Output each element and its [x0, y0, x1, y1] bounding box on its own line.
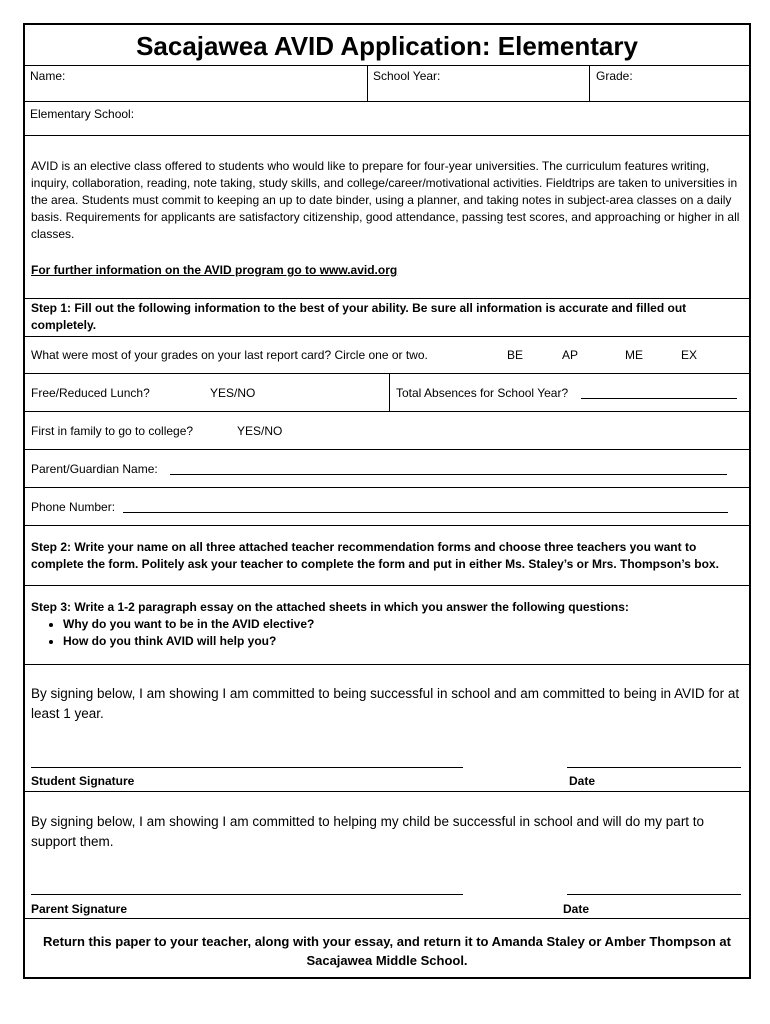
step3-question: • Why do you want to be in the AVID elective?	[63, 616, 743, 633]
phone-row	[25, 488, 749, 526]
grade-option-ap[interactable]: AP	[562, 348, 579, 362]
guardian-row	[25, 450, 749, 488]
grade-option-me[interactable]: ME	[625, 348, 643, 362]
grade-option-ex[interactable]: EX	[681, 348, 698, 362]
grades-question-row	[25, 337, 749, 374]
school-year-label: School Year:	[373, 69, 441, 83]
phone-line[interactable]	[123, 512, 728, 513]
grade-field[interactable]	[590, 66, 749, 101]
phone-label: Phone Number:	[31, 500, 116, 514]
student-signature-label: Student Signature	[31, 774, 135, 788]
student-date-line[interactable]	[567, 767, 741, 768]
student-statement: By signing below, I am showing I am committed to being successful in school and am committed to being in AVID for at least 1 year.	[31, 686, 740, 721]
grades-question: What were most of your grades on your last report card? Circle one or two.	[31, 348, 428, 362]
grade-option-be[interactable]: BE	[507, 348, 524, 362]
step3-question: • How do you think AVID will help you?	[63, 633, 743, 650]
parent-signature-section	[25, 792, 749, 919]
guardian-line[interactable]	[170, 474, 727, 475]
name-field[interactable]	[25, 66, 368, 101]
guardian-label: Parent/Guardian Name:	[31, 462, 158, 476]
name-label: Name:	[30, 69, 66, 83]
step3-row	[25, 586, 749, 665]
parent-statement: By signing below, I am showing I am committed to helping my child be successful in school and will do my part to support them.	[31, 814, 705, 849]
application-form	[23, 23, 751, 979]
parent-signature-line[interactable]	[31, 894, 463, 895]
lunch-options[interactable]: YES/NO	[210, 386, 256, 400]
step2-row	[25, 526, 749, 586]
intro-paragraph: AVID is an elective class offered to students who would like to prepare for four-year universities. The curriculum features writing, inquiry, collaboration, reading, note taking, study skills, and college/career/motivational activities. Fieldtrips are taken to universities in the area. Students must commit to keeping an up to date binder, using a planner, and taking notes in subject-area classes on a daily basis. Requirements for applicants are satisfactory citizenship, good attendance, passing test scores, and approaching or higher in all classes.	[31, 159, 740, 241]
absences-cell[interactable]	[390, 374, 749, 411]
lunch-cell	[25, 374, 390, 411]
page-title: Sacajawea AVID Application: Elementary	[136, 31, 638, 61]
footer-section	[25, 919, 749, 977]
student-signature-line[interactable]	[31, 767, 463, 768]
parent-date-label: Date	[563, 902, 590, 916]
title-row	[25, 25, 749, 66]
step1-heading-row	[25, 299, 749, 337]
first-college-label: First in family to go to college?	[31, 424, 194, 438]
step2-text: Step 2: Write your name on all three attached teacher recommendation forms and choose three teachers you want to complete the form. Politely ask your teacher to complete the form and put in either Ms. Staley’s or Mrs. Thompson’s box.	[31, 540, 719, 571]
first-college-options[interactable]: YES/NO	[237, 424, 283, 438]
lunch-absences-row	[25, 374, 749, 412]
intro-section	[25, 136, 749, 299]
lunch-label: Free/Reduced Lunch?	[31, 386, 150, 400]
footer-text: Return this paper to your teacher, along with your essay, and return it to Amanda Staley or Amber Thompson at Sacajawea Middle School.	[43, 934, 731, 968]
step3-questions	[25, 616, 743, 650]
student-signature-section	[25, 665, 749, 792]
absences-line[interactable]	[581, 398, 737, 399]
avid-info-link[interactable]: For further information on the AVID program go to www.avid.org	[31, 263, 398, 277]
elementary-school-field[interactable]	[25, 102, 749, 136]
school-year-field[interactable]	[368, 66, 590, 101]
grade-label: Grade:	[596, 69, 633, 83]
student-date-label: Date	[569, 774, 596, 788]
absences-label: Total Absences for School Year?	[396, 386, 569, 400]
step3-text: Step 3: Write a 1-2 paragraph essay on the attached sheets in which you answer the following questions:	[31, 600, 629, 614]
header-info-row	[25, 66, 749, 102]
elementary-school-label: Elementary School:	[30, 107, 135, 121]
parent-date-line[interactable]	[567, 894, 741, 895]
parent-signature-label: Parent Signature	[31, 902, 128, 916]
step1-heading: Step 1: Fill out the following information to the best of your ability. Be sure all information is accurate and filled out completely.	[31, 301, 687, 332]
first-college-row	[25, 412, 749, 450]
